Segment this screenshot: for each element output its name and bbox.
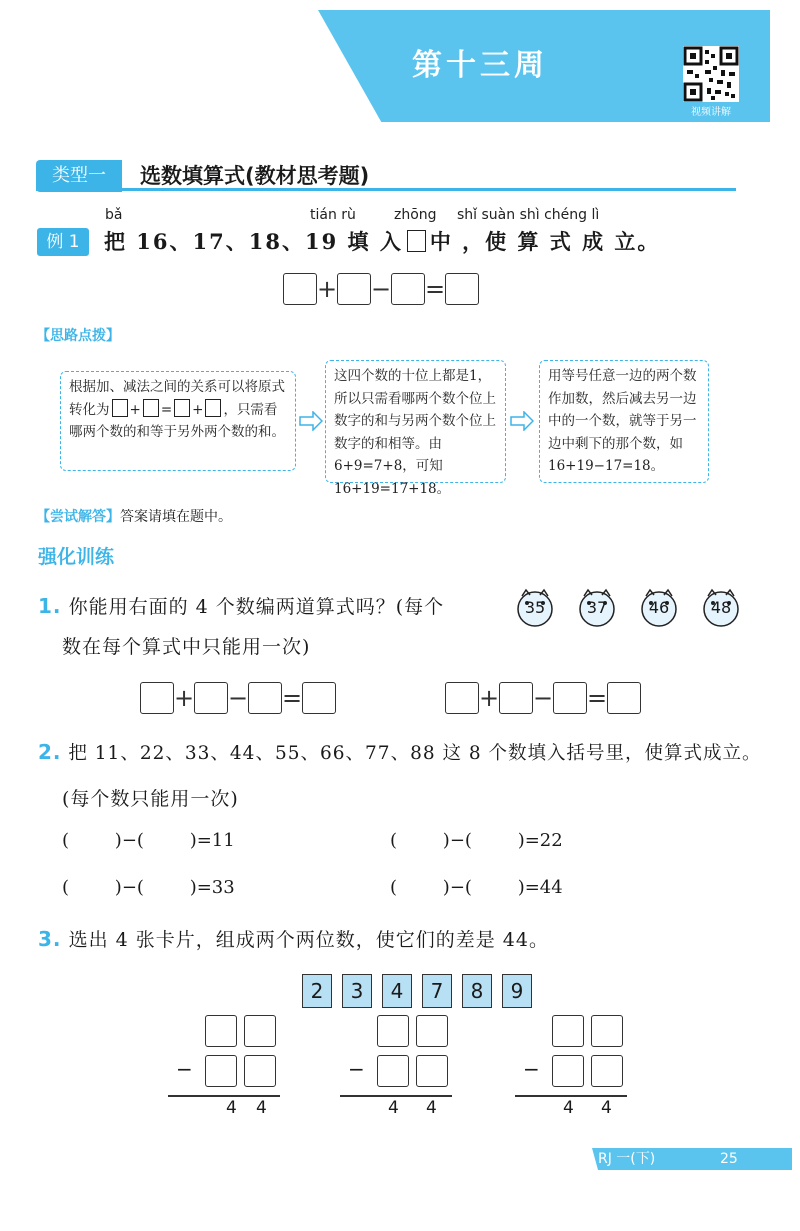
number-card[interactable]: 8 [462,974,492,1008]
equals-sign: = [425,275,446,303]
number-card[interactable]: 3 [342,974,372,1008]
number-card[interactable]: 9 [502,974,532,1008]
digit-box[interactable] [416,1055,448,1087]
pinyin-ba: bǎ [105,207,123,223]
equation-box[interactable] [607,682,641,714]
hint-box-3: 用等号任意一边的两个数作加数，然后减去另一边中的一个数，就等于另一边中剩下的那个数，如16+19−17=18。 [539,360,709,483]
question-3-line [38,925,549,954]
minus-sign: − [228,684,249,712]
hint-label: 【思路点拨】 [36,328,120,344]
question-2-line2: (每个数只能用一次) [62,788,239,810]
equation-box[interactable] [445,273,479,305]
equation-box[interactable] [337,273,371,305]
hint-box-1-text-b: 只需看哪两个数的和等于另外两个数的和。 [69,401,285,440]
result-digit: 4 [388,1098,399,1118]
minus-sign: − [523,1057,540,1081]
sum-line [340,1095,452,1097]
digit-box[interactable] [552,1055,584,1087]
creature-number: 37 [586,598,608,617]
creature-number-icon [698,584,744,630]
creature-number: 48 [710,598,732,617]
tiny-box [174,399,190,417]
creature-number-icon [636,584,682,630]
sum-line [168,1095,280,1097]
example-text-before: 把 16、17、18、19 填 入 [104,229,403,254]
tiny-box [112,399,128,417]
q2-row-2-right[interactable]: ( )−( )=44 [390,877,563,898]
equation-box[interactable] [194,682,228,714]
hint-box-1-eq: = [160,401,173,418]
hint-box-1 [60,371,296,471]
number-card[interactable]: 7 [422,974,452,1008]
section-title: 强化训练 [38,546,115,568]
equation-box[interactable] [140,682,174,714]
number-card[interactable]: 4 [382,974,412,1008]
equation-box[interactable] [302,682,336,714]
equation-box[interactable] [553,682,587,714]
plus-sign: + [174,684,195,712]
result-digit: 4 [426,1098,437,1118]
creature-number: 46 [648,598,670,617]
q2-row-1-right[interactable]: ( )−( )=22 [390,830,563,851]
footer-edition: RJ 一(下) [598,1151,656,1167]
qr-code-icon[interactable] [683,46,739,102]
result-digit: 4 [601,1098,612,1118]
pinyin-shisuan: shǐ suàn shì chéng lì [457,207,600,223]
hint-box-2: 这四个数的十位上都是1，所以只需看哪两个数个位上数字的和与另两个数个位上数字的和相等。由6+9=7+8，可知16+19=17+18。 [325,360,506,483]
question-1-line1 [38,592,444,621]
card-row [302,974,532,1008]
hint-box-1-comma: ， [223,401,237,418]
number-creatures [512,584,800,634]
digit-box[interactable] [591,1055,623,1087]
digit-box[interactable] [552,1015,584,1047]
type-tag: 类型一 [36,160,122,192]
digit-box[interactable] [205,1015,237,1047]
subtraction-grid [340,1015,460,1125]
q2-row-1-left[interactable]: ( )−( )=11 [62,830,235,851]
hint-box-1-text-a: 根据加、减法之间的关系可以将原式转化为 [69,379,285,418]
equation-box[interactable] [283,273,317,305]
plus-sign: + [479,684,500,712]
minus-sign: − [176,1057,193,1081]
pinyin-zhong: zhōng [394,207,437,223]
digit-box[interactable] [244,1055,276,1087]
equation-box[interactable] [248,682,282,714]
q2-row-2-left[interactable]: ( )−( )=33 [62,877,235,898]
question-1-text: 你能用右面的 4 个数编两道算式吗？(每个 [68,596,445,618]
digit-box[interactable] [377,1015,409,1047]
page-title: 第十三周 [412,48,548,83]
digit-box[interactable] [244,1015,276,1047]
equation-box[interactable] [445,682,479,714]
equals-sign: = [587,684,608,712]
creature-number: 35 [524,598,546,617]
page-number: 25 [720,1151,738,1167]
question-1-line2: 数在每个算式中只能用一次) [62,636,311,658]
creature-number-icon [574,584,620,630]
type-title: 选数填算式(教材思考题) [140,164,370,188]
arrow-right-icon [299,411,323,431]
result-digit: 4 [563,1098,574,1118]
result-digit: 4 [256,1098,267,1118]
answer-note-text: 答案请填在题中。 [120,509,232,525]
question-number: 2. [38,740,62,764]
tiny-box [143,399,159,417]
tiny-box [205,399,221,417]
example-text [104,226,660,258]
example-equation [283,273,479,305]
hint-box-1-plus: + [192,401,204,418]
digit-box[interactable] [591,1015,623,1047]
digit-box[interactable] [377,1055,409,1087]
answer-note [36,506,232,526]
subtraction-grid [168,1015,288,1125]
creature-number-icon [512,584,558,630]
equals-sign: = [282,684,303,712]
subtraction-grid [515,1015,635,1125]
digit-box[interactable] [205,1055,237,1087]
question-3-text: 选出 4 张卡片，组成两个两位数，使它们的差是 44。 [68,929,549,951]
question-2-line1 [38,738,762,768]
number-card[interactable]: 2 [302,974,332,1008]
example-tag: 例 1 [37,228,89,256]
minus-sign: − [348,1057,365,1081]
question-number: 3. [38,927,62,951]
heading-divider [36,188,736,191]
minus-sign: − [533,684,554,712]
plus-sign: + [317,275,338,303]
qr-label: 视频讲解 [691,107,731,118]
answer-box[interactable] [407,230,426,252]
arrow-right-icon [510,411,534,431]
equation-box[interactable] [499,682,533,714]
question-1-equation-a [140,682,336,714]
sum-line [515,1095,627,1097]
question-2-text: 把 11、22、33、44、55、66、77、88 这 8 个数填入括号里，使算式成立。 [68,743,762,764]
example-text-after: 中 ，使 算 式 成 立。 [429,229,661,254]
question-1-equation-b [445,682,641,714]
minus-sign: − [371,275,392,303]
digit-box[interactable] [416,1015,448,1047]
equation-box[interactable] [391,273,425,305]
question-number: 1. [38,594,62,618]
answer-note-label: 【尝试解答】 [36,509,120,525]
hint-box-1-plus: + [129,401,141,418]
pinyin-tianru: tián rù [310,207,356,223]
result-digit: 4 [226,1098,237,1118]
